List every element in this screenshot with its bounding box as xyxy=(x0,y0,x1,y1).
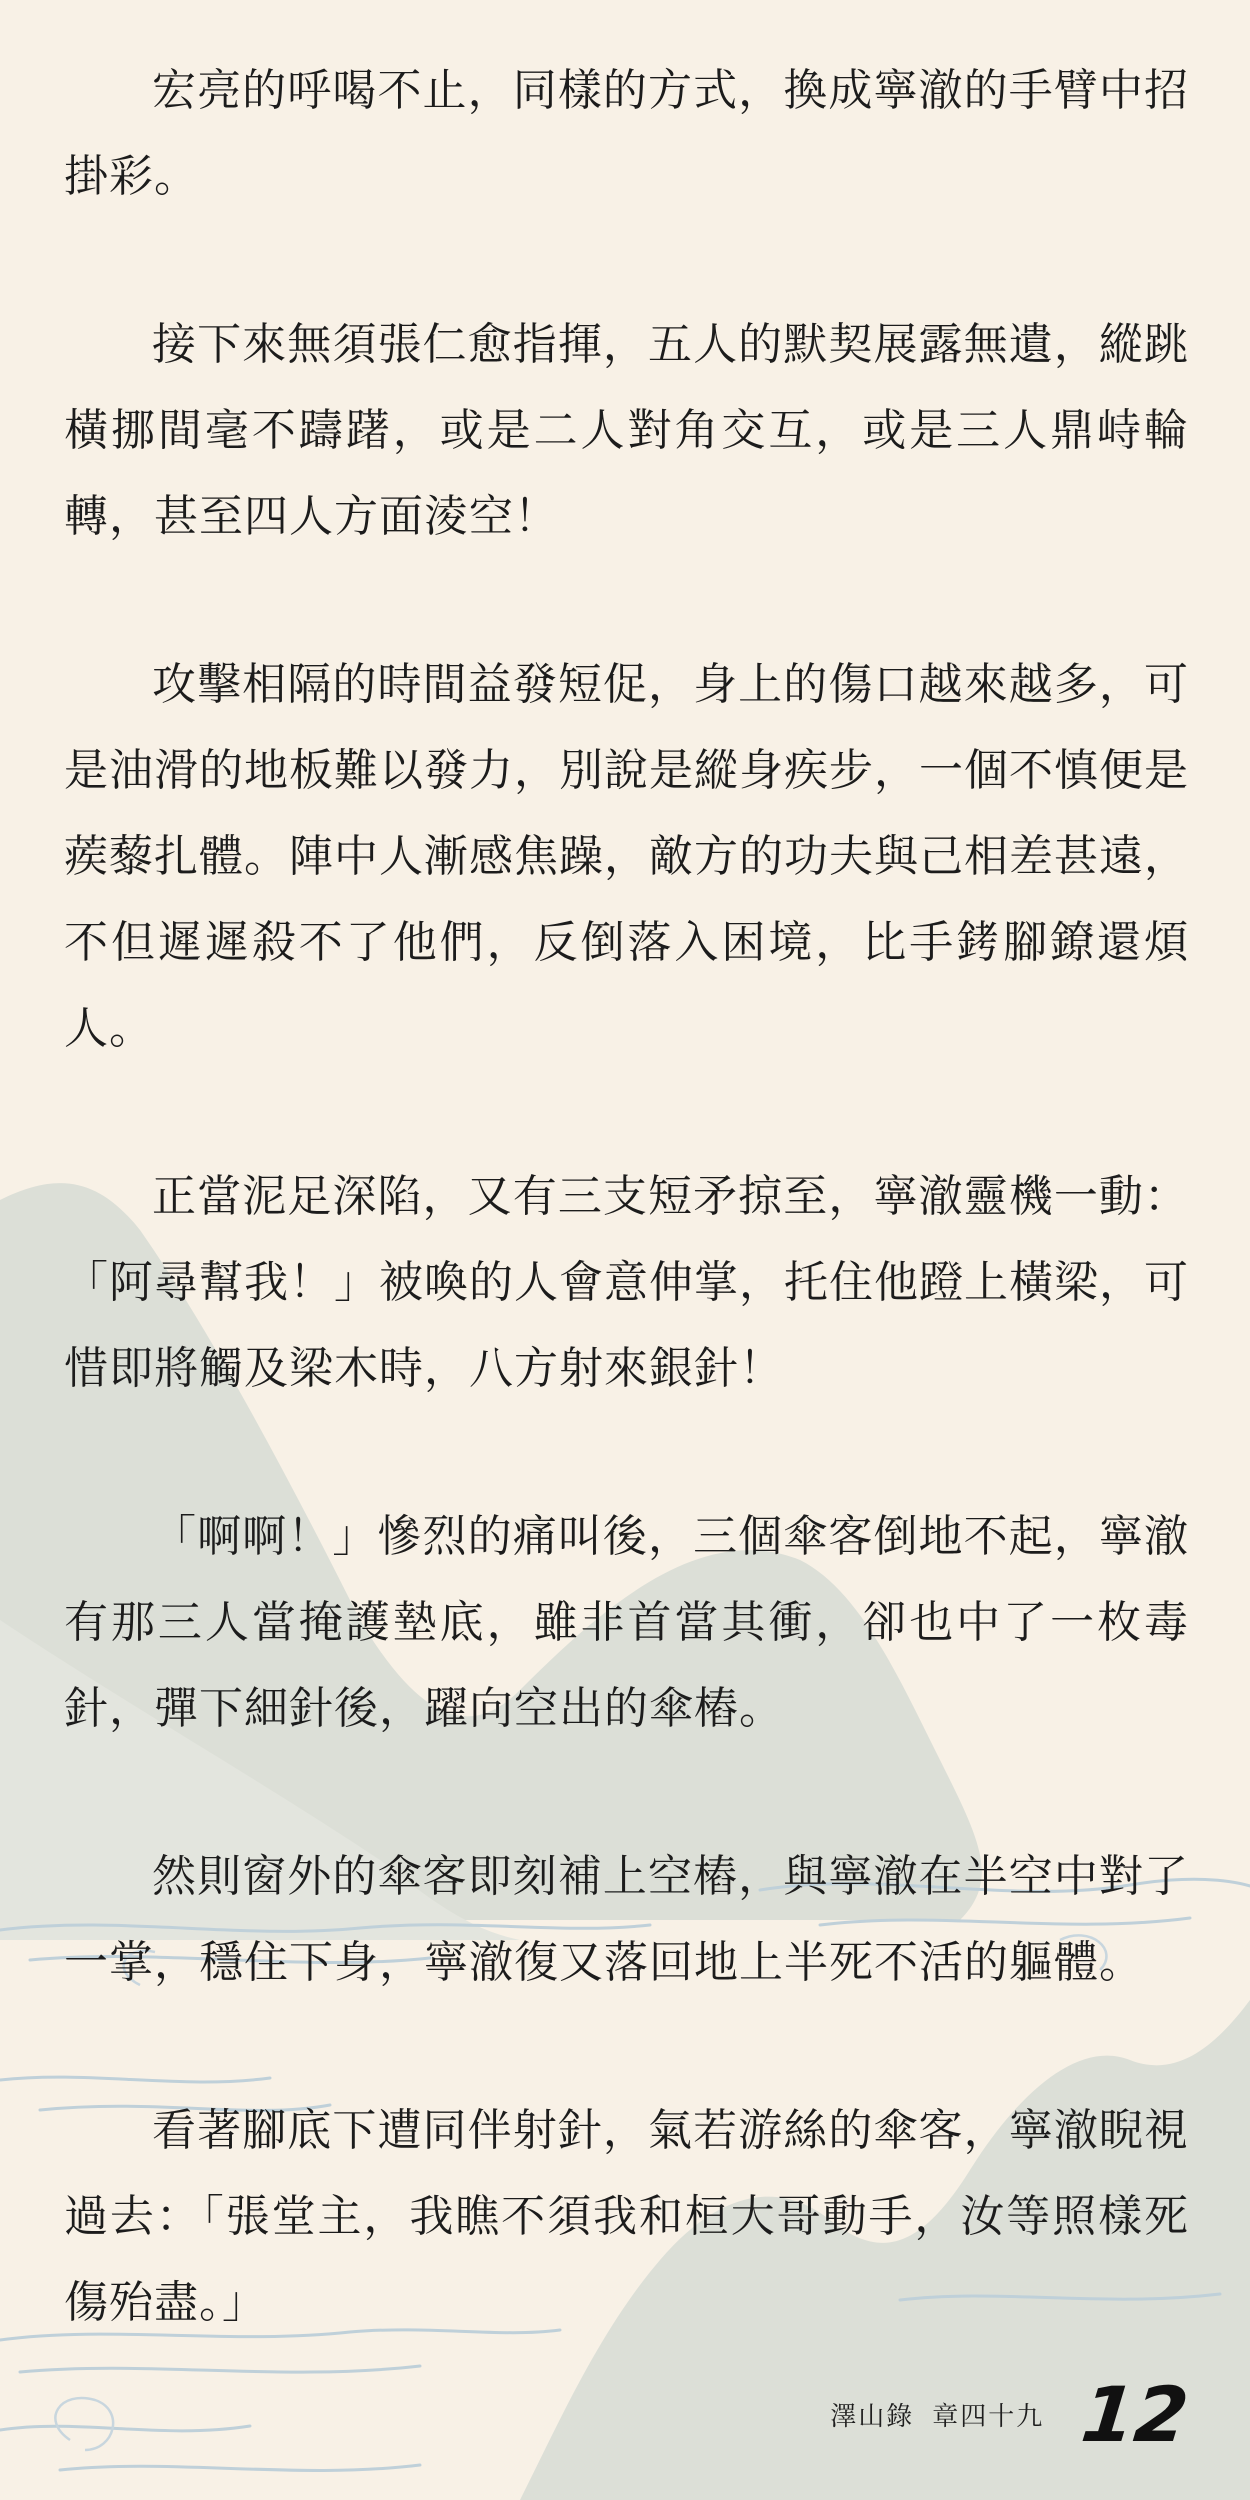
paragraph-2: 接下來無須張仁愈指揮，五人的默契展露無遺，縱跳橫挪間毫不躊躇，或是二人對角交互，或是三人鼎峙輪轉，甚至四人方面淩空！ xyxy=(64,319,1189,542)
text-body xyxy=(64,48,1189,2428)
page-number: 12 xyxy=(1077,2370,1193,2459)
chapter-label: 章四十九 xyxy=(932,2402,1045,2432)
paragraph-4: 正當泥足深陷，又有三支短矛掠至，寧澈靈機一動：「阿尋幫我！」被喚的人會意伸掌，托住他蹬上橫梁，可惜即將觸及梁木時，八方射來銀針！ xyxy=(64,1171,1189,1394)
book-title: 澤山錄 xyxy=(830,2402,915,2432)
paragraph-1: 宏亮的呼喝不止，同樣的方式，換成寧澈的手臂中招掛彩。 xyxy=(64,65,1189,202)
paragraph-7: 看著腳底下遭同伴射針，氣若游絲的傘客，寧澈睨視過去：「張堂主，我瞧不須我和桓大哥動手，汝等照樣死傷殆盡。」 xyxy=(64,2105,1189,2328)
paragraph-5: 「啊啊！」慘烈的痛叫後，三個傘客倒地不起，寧澈有那三人當掩護墊底，雖非首當其衝，卻也中了一枚毒針，彈下細針後，躍向空出的傘樁。 xyxy=(64,1511,1189,1734)
paragraph-3: 攻擊相隔的時間益發短促，身上的傷口越來越多，可是油滑的地板難以發力，別說是縱身疾步，一個不慎便是蒺藜扎體。陣中人漸感焦躁，敵方的功夫與己相差甚遠，不但遲遲殺不了他們，反倒落入困境，比手銬腳鐐還煩人。 xyxy=(64,659,1189,1054)
page-footer xyxy=(830,2370,1193,2459)
paragraph-6: 然則窗外的傘客即刻補上空樁，與寧澈在半空中對了一掌，穩住下身，寧澈復又落回地上半死不活的軀體。 xyxy=(64,1851,1189,1988)
